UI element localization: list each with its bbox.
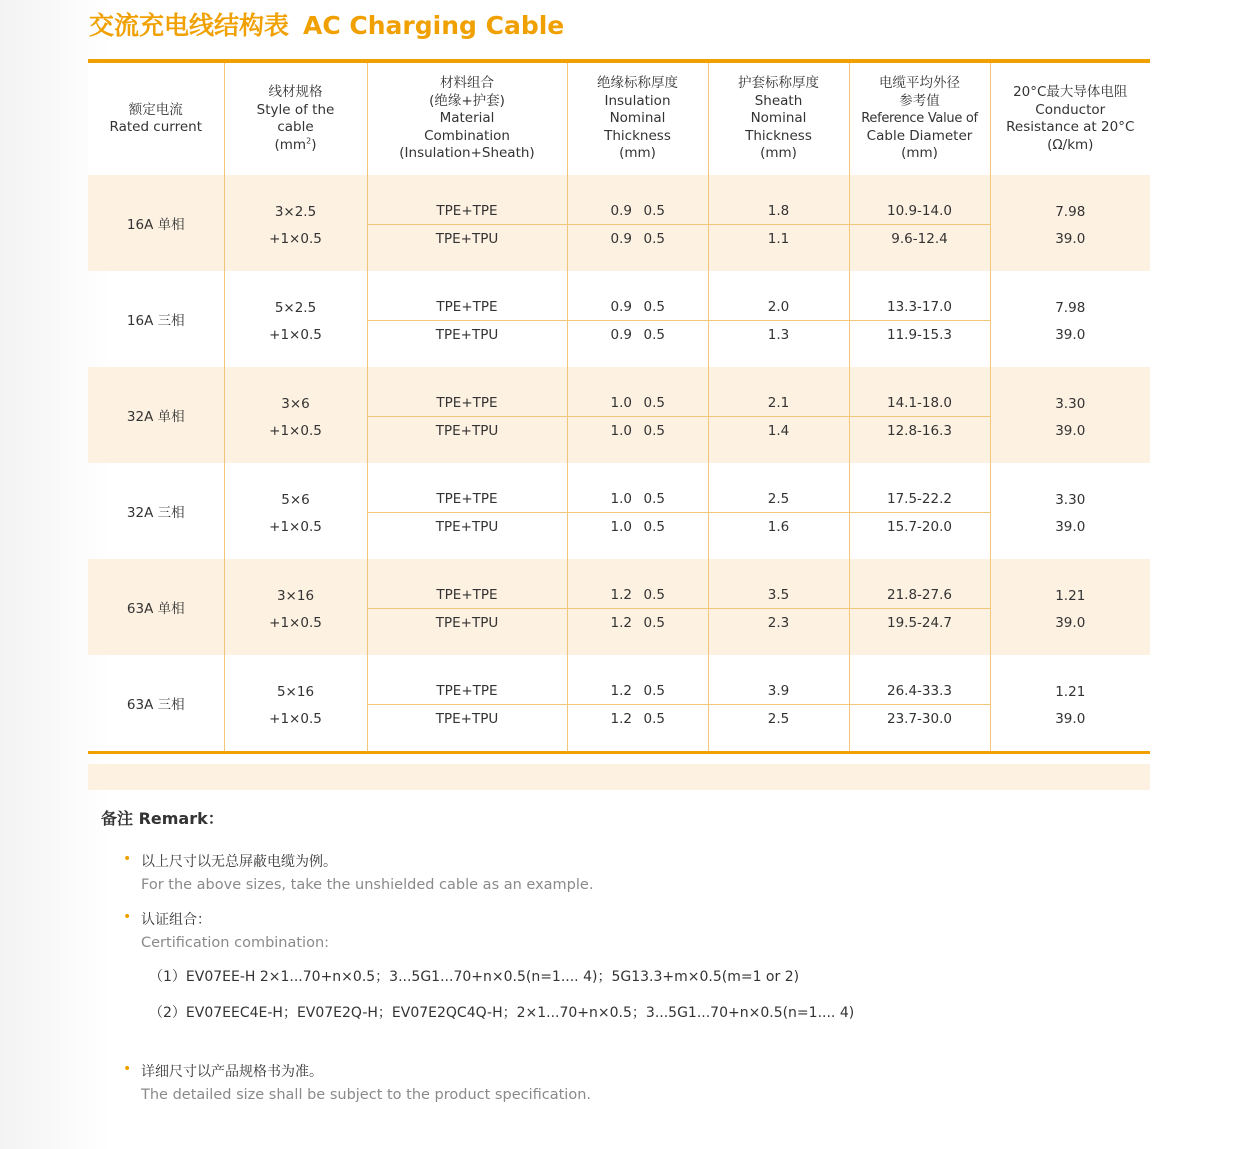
material-cell: TPE+TPU xyxy=(367,609,567,656)
rated-current-cell: 63A 单相 xyxy=(88,559,224,655)
insulation-cell xyxy=(567,417,708,464)
cable-style-cell: +1×0.5 xyxy=(224,321,367,368)
sheath-cell: 2.1 xyxy=(708,367,849,417)
note-text-cn: 以上尺寸以无总屏蔽电缆为例。 xyxy=(141,854,337,870)
insulation-value-a: 1.2 xyxy=(610,683,632,699)
note-text-en: Certification combination: xyxy=(141,935,330,951)
sheath-cell: 2.3 xyxy=(708,609,849,656)
title-en: AC Charging Cable xyxy=(303,11,565,40)
material-cell: TPE+TPU xyxy=(367,513,567,560)
insulation-cell xyxy=(567,609,708,656)
diameter-cell: 13.3-17.0 xyxy=(849,271,990,321)
table-row xyxy=(88,705,1150,753)
sheath-cell: 1.4 xyxy=(708,417,849,464)
resistance-cell: 1.21 xyxy=(990,559,1150,609)
material-cell: TPE+TPE xyxy=(367,559,567,609)
diameter-cell: 26.4-33.3 xyxy=(849,655,990,705)
diameter-cell: 12.8-16.3 xyxy=(849,417,990,464)
insulation-cell xyxy=(567,463,708,513)
insulation-value-a: 1.0 xyxy=(610,519,632,535)
table-row xyxy=(88,463,1150,513)
material-cell: TPE+TPE xyxy=(367,463,567,513)
insulation-value-b: 0.5 xyxy=(643,327,665,343)
diameter-cell: 17.5-22.2 xyxy=(849,463,990,513)
table-row xyxy=(88,271,1150,321)
insulation-value-b: 0.5 xyxy=(643,423,665,439)
material-cell: TPE+TPE xyxy=(367,367,567,417)
table-row xyxy=(88,175,1150,225)
rated-current-cell: 16A 单相 xyxy=(88,175,224,271)
note-text-en: The detailed size shall be subject to the product specification. xyxy=(141,1087,591,1103)
resistance-cell: 7.98 xyxy=(990,175,1150,225)
insulation-value-a: 1.2 xyxy=(610,587,632,603)
cable-style-cell: 5×6 xyxy=(224,463,367,513)
insulation-value-a: 1.0 xyxy=(610,423,632,439)
table-row xyxy=(88,321,1150,368)
certification-combination-2: （2）EV07EEC4E-H；EV07E2Q-H；EV07E2QC4Q-H；2×1...70+n×0.5；3...5G1...70+n×0.5(n=1.... 4) xyxy=(149,1005,855,1021)
sheath-cell: 3.5 xyxy=(708,559,849,609)
rated-current-cell: 32A 三相 xyxy=(126,505,185,521)
rated-current-cell: 16A 三相 xyxy=(126,313,185,329)
resistance-cell: 3.30 xyxy=(990,367,1150,417)
insulation-value-a: 1.2 xyxy=(610,711,632,727)
resistance-cell: 1.21 xyxy=(990,655,1150,705)
certification-combination-1: （1）EV07EE-H 2×1...70+n×0.5；3...5G1...70+n×0.5(n=1.... 4)；5G13.3+m×0.5(m=1 or 2) xyxy=(149,969,800,985)
sheath-cell: 2.0 xyxy=(708,271,849,321)
cable-style-cell: 3×6 xyxy=(224,367,367,417)
header-material: 材料组合 (绝缘+护套) Material Combination (Insulation+Sheath) xyxy=(367,61,567,175)
insulation-value-a: 1.2 xyxy=(610,615,632,631)
header-rated-current: 额定电流 Rated current xyxy=(88,61,224,175)
remark-title: 备注 Remark： xyxy=(101,809,224,828)
sheath-cell: 2.5 xyxy=(708,463,849,513)
insulation-value-a: 0.9 xyxy=(610,327,632,343)
table-row xyxy=(88,513,1150,560)
insulation-value-a: 1.0 xyxy=(610,395,632,411)
header-diameter: 电缆平均外径 参考值 Reference Value of Cable Diameter (mm) xyxy=(849,61,990,175)
cable-style-cell: +1×0.5 xyxy=(224,417,367,464)
note-text-cn: 认证组合： xyxy=(141,912,211,928)
bullet-dot: • xyxy=(123,1061,132,1077)
material-cell: TPE+TPU xyxy=(367,705,567,753)
sheath-cell: 3.9 xyxy=(708,655,849,705)
insulation-value-b: 0.5 xyxy=(643,519,665,535)
cable-style-cell: +1×0.5 xyxy=(224,513,367,560)
insulation-value-b: 0.5 xyxy=(643,203,665,219)
rated-current-cell: 32A 单相 xyxy=(88,367,224,463)
insulation-value-b: 0.5 xyxy=(643,231,665,247)
insulation-cell xyxy=(567,705,708,753)
insulation-cell xyxy=(567,559,708,609)
diameter-cell: 10.9-14.0 xyxy=(849,175,990,225)
rated-current-cell: 63A 三相 xyxy=(126,697,185,713)
table-header-row xyxy=(88,61,1150,175)
sheath-cell: 1.3 xyxy=(708,321,849,368)
cable-style-cell: 3×2.5 xyxy=(224,175,367,225)
table-body xyxy=(88,175,1150,753)
header-insulation: 绝缘标称厚度 Insulation Nominal Thickness (mm) xyxy=(567,61,708,175)
insulation-value-b: 0.5 xyxy=(643,299,665,315)
insulation-value-b: 0.5 xyxy=(643,587,665,603)
sheath-cell: 1.6 xyxy=(708,513,849,560)
table-row xyxy=(88,367,1150,417)
table-row xyxy=(88,417,1150,464)
resistance-cell: 39.0 xyxy=(990,321,1150,368)
insulation-cell xyxy=(567,367,708,417)
material-cell: TPE+TPE xyxy=(367,175,567,225)
diameter-cell: 23.7-30.0 xyxy=(849,705,990,753)
table-row xyxy=(88,655,1150,705)
resistance-cell: 39.0 xyxy=(990,609,1150,656)
table-footer-band xyxy=(88,764,1150,790)
insulation-value-b: 0.5 xyxy=(643,491,665,507)
resistance-cell: 7.98 xyxy=(990,271,1150,321)
table-row xyxy=(88,609,1150,656)
insulation-cell xyxy=(567,271,708,321)
material-cell: TPE+TPE xyxy=(367,655,567,705)
insulation-value-b: 0.5 xyxy=(643,683,665,699)
material-cell: TPE+TPU xyxy=(367,225,567,272)
cable-spec-table xyxy=(88,59,1150,754)
diameter-cell: 15.7-20.0 xyxy=(849,513,990,560)
insulation-value-a: 0.9 xyxy=(610,299,632,315)
bullet-dot: • xyxy=(123,909,132,925)
cable-style-cell: +1×0.5 xyxy=(224,609,367,656)
diameter-cell: 21.8-27.6 xyxy=(849,559,990,609)
diameter-cell: 9.6-12.4 xyxy=(849,225,990,272)
cable-style-cell: 3×16 xyxy=(224,559,367,609)
resistance-cell: 3.30 xyxy=(990,463,1150,513)
insulation-value-b: 0.5 xyxy=(643,711,665,727)
title-cn: 交流充电线结构表 xyxy=(89,11,290,40)
insulation-value-a: 0.9 xyxy=(610,203,632,219)
resistance-cell: 39.0 xyxy=(990,705,1150,753)
cable-style-cell: 5×16 xyxy=(224,655,367,705)
diameter-cell: 14.1-18.0 xyxy=(849,367,990,417)
note-text-cn: 详细尺寸以产品规格书为准。 xyxy=(141,1064,323,1080)
resistance-cell: 39.0 xyxy=(990,513,1150,560)
note-text-en: For the above sizes, take the unshielded cable as an example. xyxy=(141,877,594,893)
insulation-cell xyxy=(567,655,708,705)
resistance-cell: 39.0 xyxy=(990,417,1150,464)
insulation-cell xyxy=(567,513,708,560)
resistance-cell: 39.0 xyxy=(990,225,1150,272)
header-resistance: 20°C最大导体电阻 Conductor Resistance at 20°C (Ω/km) xyxy=(990,61,1150,175)
page-title xyxy=(89,6,564,42)
cable-style-cell: 5×2.5 xyxy=(224,271,367,321)
insulation-value-a: 1.0 xyxy=(610,491,632,507)
diameter-cell: 11.9-15.3 xyxy=(849,321,990,368)
insulation-cell xyxy=(567,175,708,225)
insulation-cell xyxy=(567,225,708,272)
diameter-cell: 19.5-24.7 xyxy=(849,609,990,656)
header-sheath: 护套标称厚度 Sheath Nominal Thickness (mm) xyxy=(708,61,849,175)
insulation-value-b: 0.5 xyxy=(643,395,665,411)
bullet-dot: • xyxy=(123,851,132,867)
cable-style-cell: +1×0.5 xyxy=(224,225,367,272)
table-row xyxy=(88,559,1150,609)
material-cell: TPE+TPE xyxy=(367,271,567,321)
sheath-cell: 1.8 xyxy=(708,175,849,225)
header-cable-style: 线材规格 Style of the cable $(mm^2)$ xyxy=(224,61,367,175)
sheath-cell: 1.1 xyxy=(708,225,849,272)
insulation-value-a: 0.9 xyxy=(610,231,632,247)
material-cell: TPE+TPU xyxy=(367,321,567,368)
insulation-cell xyxy=(567,321,708,368)
material-cell: TPE+TPU xyxy=(367,417,567,464)
table-row xyxy=(88,225,1150,272)
sheath-cell: 2.5 xyxy=(708,705,849,753)
cable-style-cell: +1×0.5 xyxy=(224,705,367,753)
insulation-value-b: 0.5 xyxy=(643,615,665,631)
